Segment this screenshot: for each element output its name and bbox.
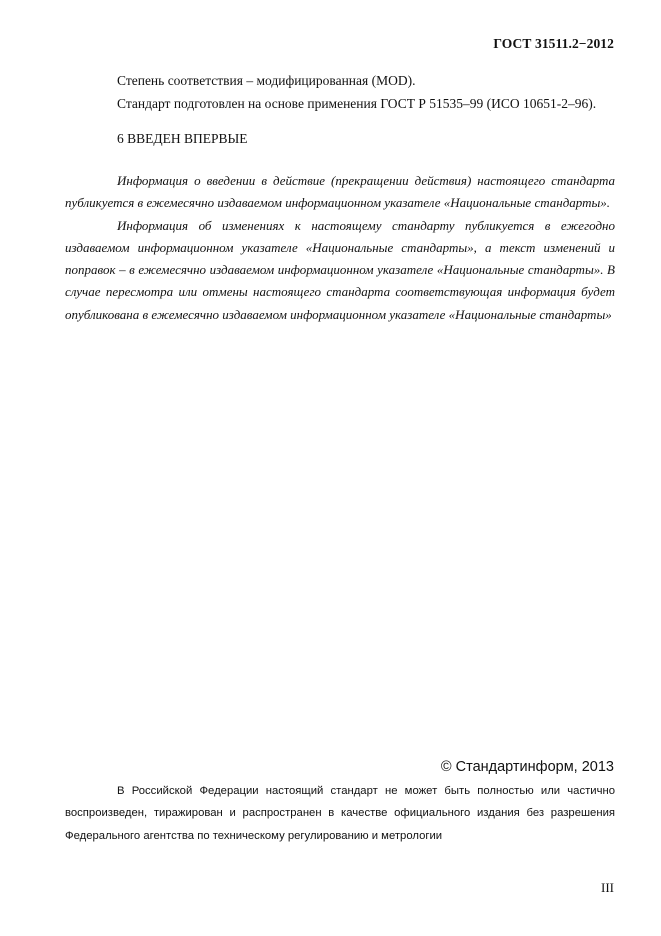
section-heading: 6 ВВЕДЕН ВПЕРВЫЕ [117, 131, 248, 146]
standard-code-header: ГОСТ 31511.2−2012 [493, 36, 614, 51]
rights-notice-paragraph: В Российской Федерации настоящий стандарт не может быть полностью или частично воспроизведен, тиражирован и распространен в качестве официального издания без разрешения Федерального агентства по техническому регулированию и метрологии [65, 785, 615, 842]
info-paragraph-introduction: Информация о введении в действие (прекращении действия) настоящего стандарта публикуется в ежемесячно издаваемом информационном указателе «Национальные стандарты». [65, 173, 615, 211]
info-paragraph-changes: Информация об изменениях к настоящему стандарту публикуется в ежегодно издаваемом информационном указателе «Национальные стандарты», а текст изменений и поправок – в ежемесячно издаваемом информационном указателе «Национальные стандарты». В случае пересмотра или отмены настоящего стандарта соответствующая информация будет опубликована в ежемесячно издаваемом информационном указателе «Национальные стандарты» [65, 217, 615, 322]
standard-basis-line: Стандарт подготовлен на основе применения ГОСТ Р 51535–99 (ИСО 10651-2–96). [117, 96, 597, 111]
info-notice-block [65, 170, 615, 326]
rights-notice-block [65, 780, 615, 847]
page-number: III [601, 880, 614, 895]
copyright-notice: © Стандартинформ, 2013 [440, 759, 614, 775]
conformity-degree-line: Степень соответствия – модифицированная (MOD). [117, 73, 416, 88]
